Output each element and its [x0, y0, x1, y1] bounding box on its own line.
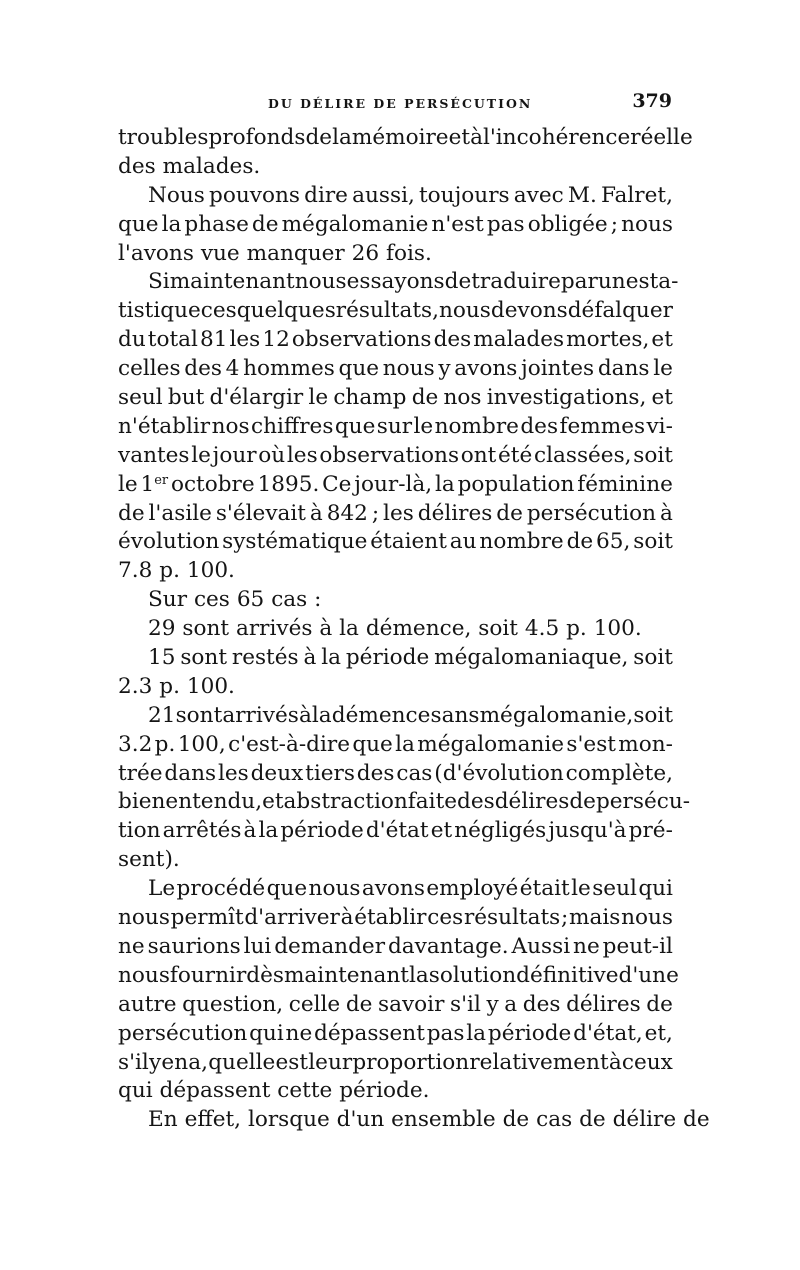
text-line: des malades. — [118, 153, 261, 179]
text-line: du total 81 les 12 observations des malades mortes, et — [118, 327, 673, 353]
body-text — [118, 124, 710, 1135]
text-line: seul but d'élargir le champ de nos investigations, et — [118, 385, 673, 411]
text-line: 29 sont arrivés à la démence, soit 4.5 p. 100. — [148, 616, 642, 642]
text-line: s'il y en a, quelle est leur proportion relativement à ceux — [118, 1049, 673, 1075]
text-line: n'établir nos chiffres que sur le nombre des femmes vi- — [118, 413, 673, 439]
paragraph — [118, 615, 673, 644]
running-title: DU DÉLIRE DE PERSÉCUTION — [268, 96, 533, 111]
text-line: nous fournir dès maintenant la solution définitive d'une — [118, 962, 679, 988]
text-line: celles des 4 hommes que nous y avons jointes dans le — [118, 356, 673, 382]
paragraph — [118, 1106, 710, 1135]
text-line: persécution qui ne dépassent pas la période d'état, et, — [118, 1020, 673, 1046]
text-line: que la phase de mégalomanie n'est pas obligée ; nous — [118, 211, 673, 237]
paragraph — [118, 644, 673, 702]
text-line: bien entendu, et abstraction faite des délires de persécu- — [118, 789, 691, 815]
text-line: l'avons vue manquer 26 fois. — [118, 240, 432, 266]
text-line: Nous pouvons dire aussi, toujours avec M. Falret, — [148, 182, 673, 208]
text-line: Si maintenant nous essayons de traduire par une sta- — [148, 269, 679, 295]
text-line: troubles profonds de la mémoire et à l'incohérence réelle — [118, 125, 693, 150]
paragraph — [118, 124, 693, 182]
text-line: 21 sont arrivés à la démence sans mégalomanie, soit — [148, 702, 673, 728]
text-line: En effet, lorsque d'un ensemble de cas de délire de — [148, 1107, 710, 1133]
text-line: vantes le jour où les observations ont été classées, soit — [118, 442, 673, 468]
text-line: trée dans les deux tiers des cas (d'évolution complète, — [118, 760, 673, 786]
text-line: évolution systématique étaient au nombre de 65, soit — [118, 529, 673, 555]
text-line: nous permît d'arriver à établir ces résultats ; mais nous — [118, 905, 673, 931]
paragraph — [118, 268, 679, 586]
text-line: tion arrêtés à la période d'état et négligés jusqu'à pré- — [118, 818, 673, 844]
paragraph — [118, 586, 673, 615]
text-line: ne saurions lui demander davantage. Aussi ne peut-il — [118, 933, 673, 959]
page-number: 379 — [632, 90, 672, 112]
page-header — [118, 90, 672, 116]
text-line: autre question, celle de savoir s'il y a des délires de — [118, 991, 673, 1017]
text-line: sent). — [118, 847, 180, 873]
text-line: le 1er octobre 1895. Ce jour-là, la population féminine — [118, 471, 673, 497]
paragraph — [118, 182, 673, 269]
text-line: 2.3 p. 100. — [118, 673, 235, 699]
text-line: Sur ces 65 cas : — [148, 587, 322, 613]
text-line: 3.2 p. 100, c'est-à-dire que la mégalomanie s'est mon- — [118, 731, 673, 757]
text-line: de l'asile s'élevait à 842 ; les délires de persécution à — [118, 500, 673, 526]
text-line: tistique ces quelques résultats, nous devons défalquer — [118, 298, 673, 324]
paragraph — [118, 875, 679, 1106]
text-line: Le procédé que nous avons employé était le seul qui — [148, 876, 673, 902]
text-line: 15 sont restés à la période mégalomaniaque, soit — [148, 645, 673, 671]
text-line: 7.8 p. 100. — [118, 558, 235, 584]
text-line: qui dépassent cette période. — [118, 1078, 430, 1104]
paragraph — [118, 702, 691, 875]
